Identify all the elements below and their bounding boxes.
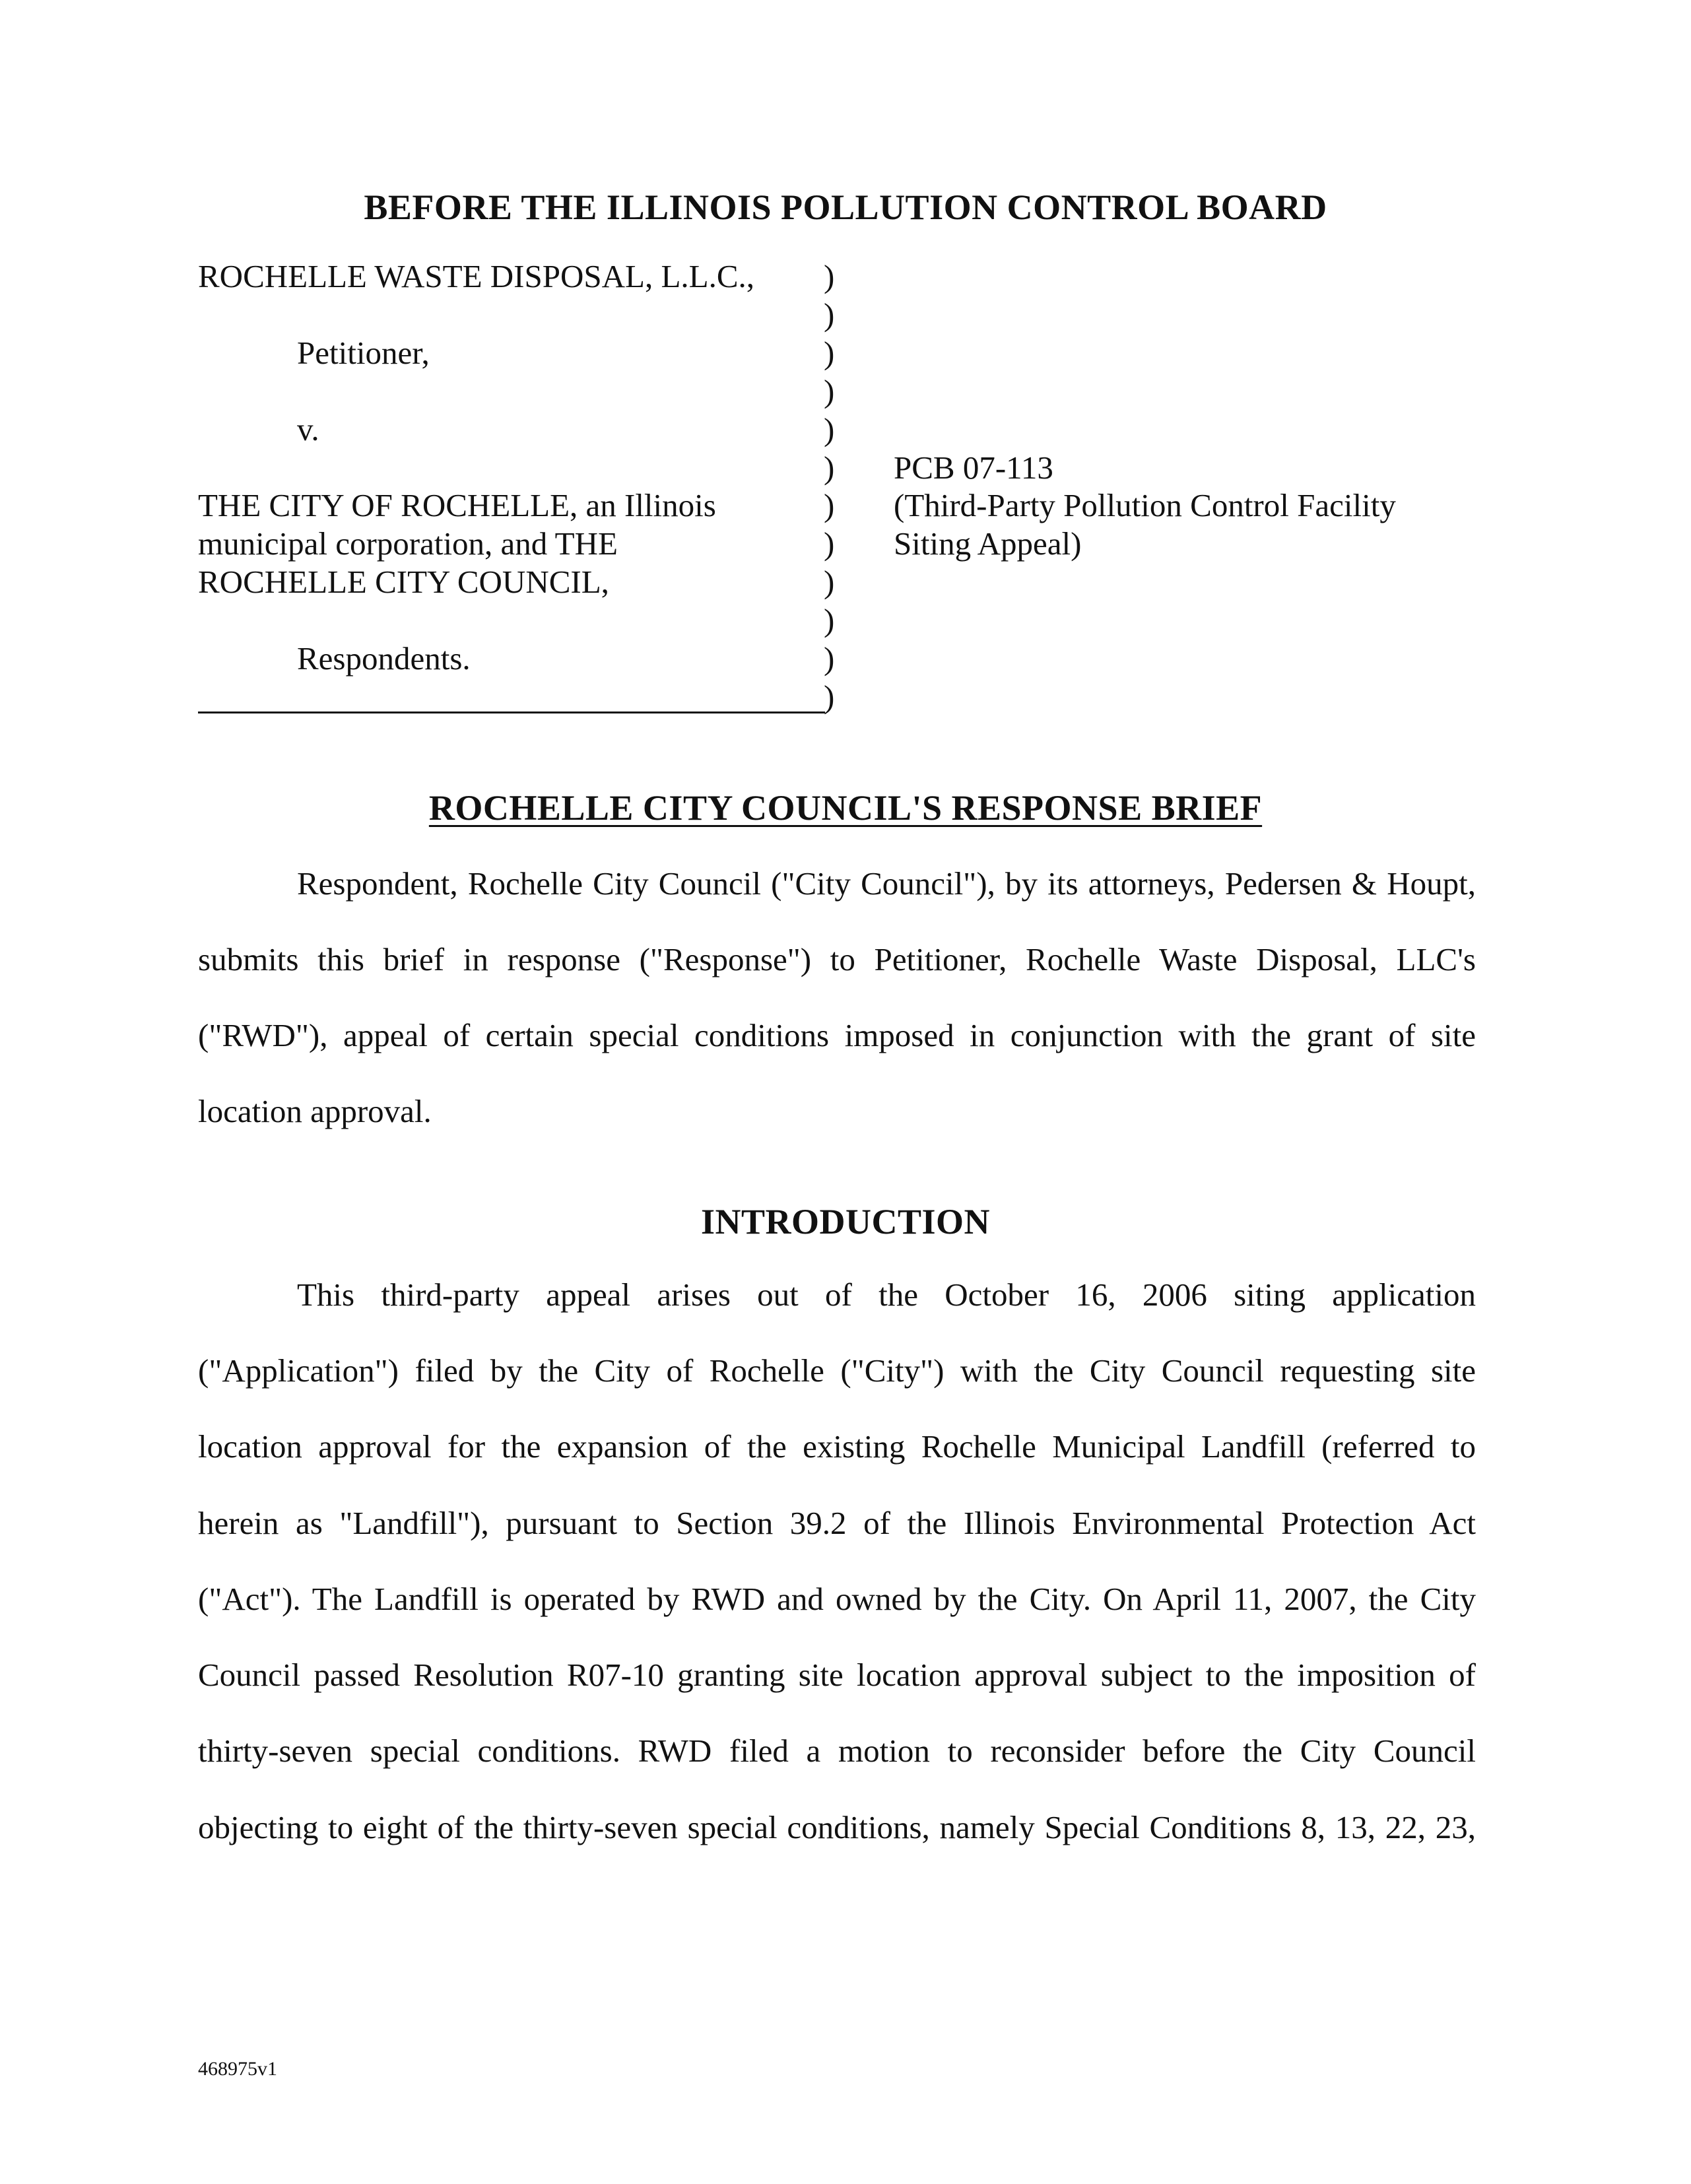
section-line: objecting to eight of the thirty-seven special conditions, namely Special Conditions 8, 13, 22, 23, bbox=[198, 1809, 1476, 1845]
caption-paren: ) bbox=[824, 258, 835, 294]
section-line: location approval for the expansion of the existing Rochelle Municipal Landfill (referred to bbox=[198, 1428, 1476, 1465]
caption-paren: ) bbox=[824, 487, 835, 523]
section-heading: INTRODUCTION bbox=[700, 1202, 991, 1241]
brief-title bbox=[0, 787, 1691, 828]
respondent-line-1: THE CITY OF ROCHELLE, an Illinois bbox=[198, 487, 716, 523]
caption-paren: ) bbox=[824, 564, 835, 600]
respondent-role: Respondents. bbox=[297, 640, 471, 677]
case-number: PCB 07-113 bbox=[894, 449, 1053, 486]
section-line: Council passed Resolution R07-10 granting site location approval subject to the imposition of bbox=[198, 1657, 1476, 1693]
section-line: ("Application") filed by the City of Rochelle ("City") with the City Council requesting site bbox=[198, 1352, 1476, 1389]
caption-paren: ) bbox=[824, 373, 835, 409]
section-line: thirty-seven special conditions. RWD filed a motion to reconsider before the City Council bbox=[198, 1733, 1476, 1769]
caption-paren: ) bbox=[824, 525, 835, 562]
caption-underline bbox=[198, 711, 825, 713]
caption-paren: ) bbox=[824, 640, 835, 677]
petitioner-role: Petitioner, bbox=[297, 335, 430, 371]
intro-line: location approval. bbox=[198, 1093, 432, 1129]
case-type-line-2: Siting Appeal) bbox=[894, 525, 1082, 562]
caption-paren: ) bbox=[824, 602, 835, 638]
respondent-line-3: ROCHELLE CITY COUNCIL, bbox=[198, 564, 609, 600]
versus-label: v. bbox=[297, 411, 319, 447]
caption-paren: ) bbox=[824, 296, 835, 333]
caption-paren: ) bbox=[824, 411, 835, 447]
respondent-line-2: municipal corporation, and THE bbox=[198, 525, 618, 562]
intro-line: submits this brief in response ("Response") to Petitioner, Rochelle Waste Disposal, LLC's bbox=[198, 941, 1476, 977]
case-type-line-1: (Third-Party Pollution Control Facility bbox=[894, 487, 1396, 523]
section-line: herein as "Landfill"), pursuant to Section 39.2 of the Illinois Environmental Protection Act bbox=[198, 1505, 1476, 1541]
section-line: This third-party appeal arises out of the October 16, 2006 siting application bbox=[297, 1276, 1476, 1313]
intro-line: ("RWD"), appeal of certain special conditions imposed in conjunction with the grant of site bbox=[198, 1017, 1476, 1053]
intro-line: Respondent, Rochelle City Council ("City Council"), by its attorneys, Pedersen & Houpt, bbox=[297, 865, 1476, 902]
section-line: ("Act"). The Landfill is operated by RWD and owned by the City. On April 11, 2007, the City bbox=[198, 1581, 1476, 1617]
court-heading: BEFORE THE ILLINOIS POLLUTION CONTROL BOARD bbox=[364, 187, 1327, 227]
document-id: 468975v1 bbox=[198, 2058, 277, 2080]
caption-paren: ) bbox=[824, 335, 835, 371]
caption-paren: ) bbox=[824, 678, 835, 715]
brief-title-text: ROCHELLE CITY COUNCIL'S RESPONSE BRIEF bbox=[428, 788, 1263, 828]
caption-paren: ) bbox=[824, 449, 835, 486]
petitioner-name: ROCHELLE WASTE DISPOSAL, L.L.C., bbox=[198, 258, 755, 294]
